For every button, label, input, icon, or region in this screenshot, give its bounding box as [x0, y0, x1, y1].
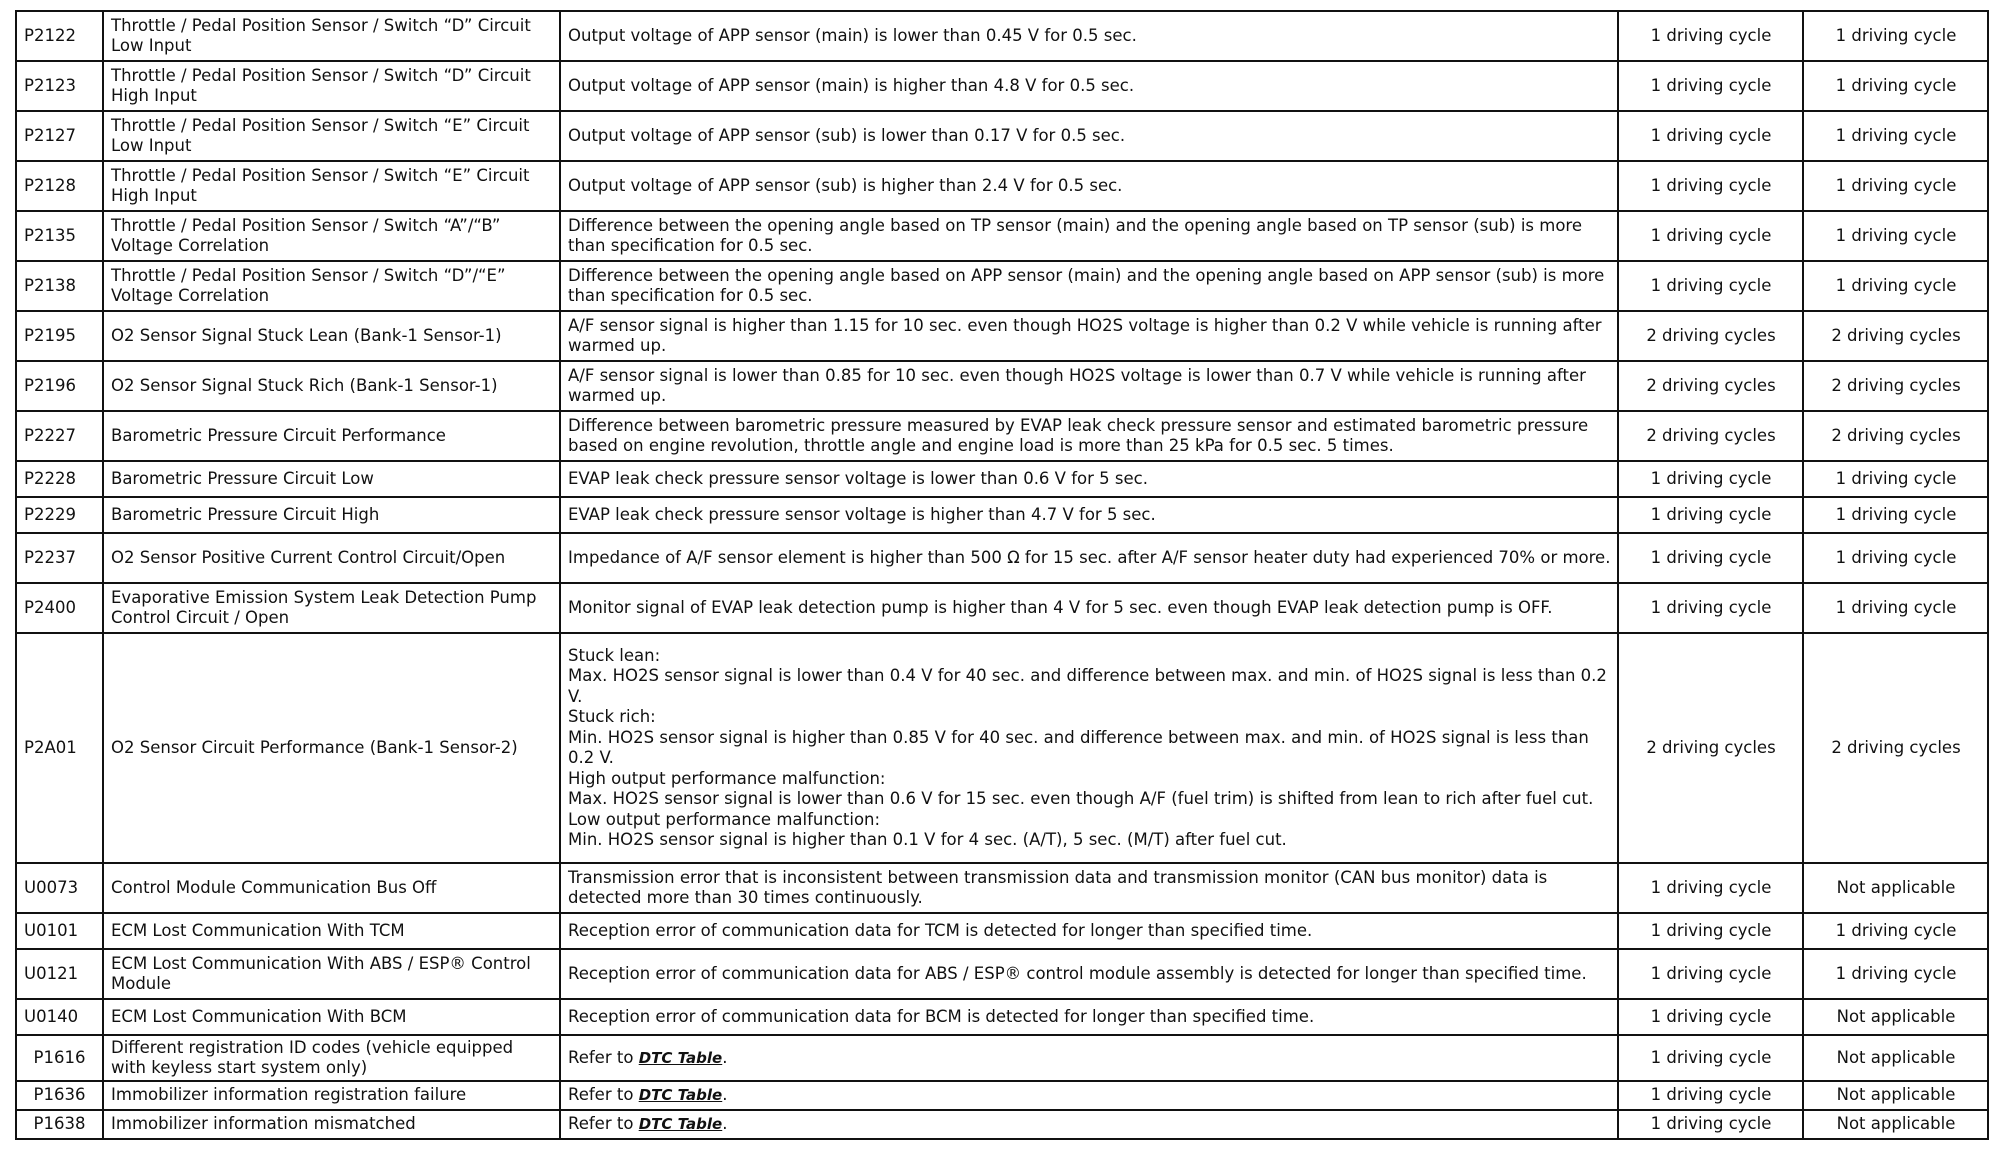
dtc-name: O2 Sensor Positive Current Control Circuit/Open [103, 533, 560, 583]
dtc-code: P2123 [16, 61, 103, 111]
dtc-name: Control Module Communication Bus Off [103, 863, 560, 913]
mil-on-cycle: 1 driving cycle [1618, 211, 1803, 261]
mil-off-cycle: 2 driving cycles [1803, 411, 1988, 461]
mil-off-cycle: Not applicable [1803, 999, 1988, 1035]
condition-text: Min. HO2S sensor signal is higher than 0.85 V for 40 sec. and difference between max. and min. of HO2S signal is less than 0.2 V. [568, 727, 1589, 767]
detecting-condition: Output voltage of APP sensor (sub) is lower than 0.17 V for 0.5 sec. [560, 111, 1618, 161]
period-text: . [722, 1114, 728, 1134]
detecting-condition: A/F sensor signal is higher than 1.15 for 10 sec. even though HO2S voltage is higher than 0.2 V while vehicle is running after warmed up. [560, 311, 1618, 361]
dtc-code: P1616 [16, 1035, 103, 1081]
detecting-condition: EVAP leak check pressure sensor voltage is lower than 0.6 V for 5 sec. [560, 461, 1618, 497]
period-text: . [722, 1085, 728, 1105]
dtc-name: O2 Sensor Signal Stuck Rich (Bank-1 Sensor-1) [103, 361, 560, 411]
detecting-condition: EVAP leak check pressure sensor voltage is higher than 4.7 V for 5 sec. [560, 497, 1618, 533]
dtc-name: Throttle / Pedal Position Sensor / Switch “D”/“E” Voltage Correlation [103, 261, 560, 311]
table-row [16, 1035, 1988, 1081]
dtc-name: Evaporative Emission System Leak Detection Pump Control Circuit / Open [103, 583, 560, 633]
mil-off-cycle: Not applicable [1803, 1081, 1988, 1110]
mil-off-cycle: 1 driving cycle [1803, 61, 1988, 111]
dtc-name: Throttle / Pedal Position Sensor / Switch “D” Circuit Low Input [103, 11, 560, 61]
detecting-condition: Reception error of communication data for TCM is detected for longer than specified time. [560, 913, 1618, 949]
table-row [16, 999, 1988, 1035]
table-row [16, 949, 1988, 999]
mil-on-cycle: 1 driving cycle [1618, 61, 1803, 111]
table-row [16, 61, 1988, 111]
mil-on-cycle: 1 driving cycle [1618, 1081, 1803, 1110]
condition-heading: Low output performance malfunction: [568, 809, 881, 829]
dtc-name: Barometric Pressure Circuit Performance [103, 411, 560, 461]
table-row [16, 1081, 1988, 1110]
dtc-name: Immobilizer information mismatched [103, 1110, 560, 1139]
dtc-name: Immobilizer information registration failure [103, 1081, 560, 1110]
mil-off-cycle: 1 driving cycle [1803, 211, 1988, 261]
dtc-code: P2227 [16, 411, 103, 461]
table-row [16, 161, 1988, 211]
condition-text: Max. HO2S sensor signal is lower than 0.4 V for 40 sec. and difference between max. and min. of HO2S signal is less than 0.2 V. [568, 666, 1607, 706]
dtc-code: P2A01 [16, 633, 103, 863]
mil-on-cycle: 1 driving cycle [1618, 497, 1803, 533]
dtc-code: P2122 [16, 11, 103, 61]
condition-heading: Stuck lean: [568, 645, 661, 665]
period-text: . [722, 1047, 728, 1067]
dtc-name: ECM Lost Communication With ABS / ESP® Control Module [103, 949, 560, 999]
table-row [16, 913, 1988, 949]
dtc-name: ECM Lost Communication With BCM [103, 999, 560, 1035]
mil-off-cycle: 1 driving cycle [1803, 949, 1988, 999]
table-row [16, 261, 1988, 311]
mil-on-cycle: 1 driving cycle [1618, 949, 1803, 999]
detecting-condition: Output voltage of APP sensor (main) is lower than 0.45 V for 0.5 sec. [560, 11, 1618, 61]
mil-off-cycle: 1 driving cycle [1803, 583, 1988, 633]
mil-off-cycle: 1 driving cycle [1803, 111, 1988, 161]
dtc-code: P2229 [16, 497, 103, 533]
refer-to-text: Refer to [568, 1047, 639, 1067]
dtc-name: Barometric Pressure Circuit High [103, 497, 560, 533]
mil-on-cycle: 1 driving cycle [1618, 161, 1803, 211]
table-row [16, 211, 1988, 261]
table-row [16, 311, 1988, 361]
mil-on-cycle: 1 driving cycle [1618, 863, 1803, 913]
detecting-condition: Difference between barometric pressure measured by EVAP leak check pressure sensor and estimated barometric pressure based on engine revolution, throttle angle and engine load is more than 25 kPa for 0.5 sec. 5 times. [560, 411, 1618, 461]
dtc-code: P2400 [16, 583, 103, 633]
mil-off-cycle: 2 driving cycles [1803, 311, 1988, 361]
dtc-name: O2 Sensor Signal Stuck Lean (Bank-1 Sensor-1) [103, 311, 560, 361]
dtc-code: P2127 [16, 111, 103, 161]
detecting-condition [560, 1081, 1618, 1110]
detecting-condition: Reception error of communication data for ABS / ESP® control module assembly is detected for longer than specified time. [560, 949, 1618, 999]
dtc-name: O2 Sensor Circuit Performance (Bank-1 Sensor-2) [103, 633, 560, 863]
detecting-condition: Output voltage of APP sensor (sub) is higher than 2.4 V for 0.5 sec. [560, 161, 1618, 211]
detecting-condition: A/F sensor signal is lower than 0.85 for 10 sec. even though HO2S voltage is lower than 0.7 V while vehicle is running after warmed up. [560, 361, 1618, 411]
mil-off-cycle: Not applicable [1803, 1110, 1988, 1139]
mil-off-cycle: 2 driving cycles [1803, 361, 1988, 411]
mil-off-cycle: 1 driving cycle [1803, 497, 1988, 533]
table-row [16, 461, 1988, 497]
dtc-name: Throttle / Pedal Position Sensor / Switch “D” Circuit High Input [103, 61, 560, 111]
table-row [16, 497, 1988, 533]
mil-on-cycle: 2 driving cycles [1618, 361, 1803, 411]
dtc-code: P2237 [16, 533, 103, 583]
table-row [16, 111, 1988, 161]
dtc-table-link[interactable]: DTC Table [638, 1115, 723, 1134]
dtc-code: U0121 [16, 949, 103, 999]
mil-on-cycle: 1 driving cycle [1618, 583, 1803, 633]
mil-on-cycle: 1 driving cycle [1618, 913, 1803, 949]
table-row [16, 11, 1988, 61]
detecting-condition: Output voltage of APP sensor (main) is higher than 4.8 V for 0.5 sec. [560, 61, 1618, 111]
dtc-code: P2128 [16, 161, 103, 211]
mil-off-cycle: 1 driving cycle [1803, 533, 1988, 583]
mil-off-cycle: 1 driving cycle [1803, 461, 1988, 497]
dtc-name: Throttle / Pedal Position Sensor / Switch “E” Circuit High Input [103, 161, 560, 211]
mil-on-cycle: 2 driving cycles [1618, 311, 1803, 361]
mil-off-cycle: Not applicable [1803, 863, 1988, 913]
table-row [16, 863, 1988, 913]
table-row [16, 583, 1988, 633]
dtc-name: Throttle / Pedal Position Sensor / Switch “E” Circuit Low Input [103, 111, 560, 161]
detecting-condition [560, 1035, 1618, 1081]
dtc-table-sheet [15, 10, 1987, 1140]
table-row [16, 1110, 1988, 1139]
table-row [16, 533, 1988, 583]
refer-to-text: Refer to [568, 1114, 639, 1134]
mil-on-cycle: 2 driving cycles [1618, 411, 1803, 461]
mil-off-cycle: Not applicable [1803, 1035, 1988, 1081]
refer-to-text: Refer to [568, 1085, 639, 1105]
mil-off-cycle: 1 driving cycle [1803, 261, 1988, 311]
mil-off-cycle: 1 driving cycle [1803, 161, 1988, 211]
dtc-code: U0073 [16, 863, 103, 913]
detecting-condition: Impedance of A/F sensor element is higher than 500 Ω for 15 sec. after A/F sensor heater duty had experienced 70% or more. [560, 533, 1618, 583]
dtc-code: P2138 [16, 261, 103, 311]
mil-on-cycle: 1 driving cycle [1618, 1035, 1803, 1081]
mil-on-cycle: 1 driving cycle [1618, 533, 1803, 583]
detecting-condition: Reception error of communication data for BCM is detected for longer than specified time. [560, 999, 1618, 1035]
mil-on-cycle: 1 driving cycle [1618, 111, 1803, 161]
dtc-code: P1638 [16, 1110, 103, 1139]
condition-heading: Stuck rich: [568, 707, 656, 726]
detecting-condition [560, 633, 1618, 863]
dtc-name: Different registration ID codes (vehicle equipped with keyless start system only) [103, 1035, 560, 1081]
mil-off-cycle: 2 driving cycles [1803, 633, 1988, 863]
mil-on-cycle: 1 driving cycle [1618, 11, 1803, 61]
detecting-condition: Monitor signal of EVAP leak detection pump is higher than 4 V for 5 sec. even though EVAP leak detection pump is OFF. [560, 583, 1618, 633]
mil-on-cycle: 1 driving cycle [1618, 999, 1803, 1035]
table-row [16, 411, 1988, 461]
mil-on-cycle: 1 driving cycle [1618, 1110, 1803, 1139]
dtc-code: P1636 [16, 1081, 103, 1110]
dtc-code: P2135 [16, 211, 103, 261]
mil-on-cycle: 1 driving cycle [1618, 461, 1803, 497]
detecting-condition [560, 1110, 1618, 1139]
mil-off-cycle: 1 driving cycle [1803, 11, 1988, 61]
dtc-code: P2195 [16, 311, 103, 361]
detecting-condition: Transmission error that is inconsistent between transmission data and transmission monitor (CAN bus monitor) data is detected more than 30 times continuously. [560, 863, 1618, 913]
condition-text: Max. HO2S sensor signal is lower than 0.6 V for 15 sec. even though A/F (fuel trim) is shifted from lean to rich after fuel cut. [568, 789, 1594, 808]
dtc-name: Barometric Pressure Circuit Low [103, 461, 560, 497]
detecting-condition: Difference between the opening angle based on APP sensor (main) and the opening angle based on APP sensor (sub) is more than specification for 0.5 sec. [560, 261, 1618, 311]
dtc-code: U0140 [16, 999, 103, 1035]
condition-text: Min. HO2S sensor signal is higher than 0.1 V for 4 sec. (A/T), 5 sec. (M/T) after fuel cut. [568, 830, 1287, 849]
table-row [16, 361, 1988, 411]
table-row-p2a01 [16, 633, 1988, 863]
dtc-code: U0101 [16, 913, 103, 949]
detecting-condition: Difference between the opening angle based on TP sensor (main) and the opening angle based on TP sensor (sub) is more than specification for 0.5 sec. [560, 211, 1618, 261]
mil-off-cycle: 1 driving cycle [1803, 913, 1988, 949]
mil-on-cycle: 1 driving cycle [1618, 261, 1803, 311]
dtc-name: ECM Lost Communication With TCM [103, 913, 560, 949]
mil-on-cycle: 2 driving cycles [1618, 633, 1803, 863]
dtc-name: Throttle / Pedal Position Sensor / Switch “A”/“B” Voltage Correlation [103, 211, 560, 261]
condition-heading: High output performance malfunction: [568, 768, 886, 788]
dtc-table-link[interactable]: DTC Table [638, 1048, 723, 1067]
dtc-table [15, 10, 1989, 1140]
dtc-table-link[interactable]: DTC Table [638, 1086, 723, 1105]
dtc-code: P2228 [16, 461, 103, 497]
dtc-code: P2196 [16, 361, 103, 411]
